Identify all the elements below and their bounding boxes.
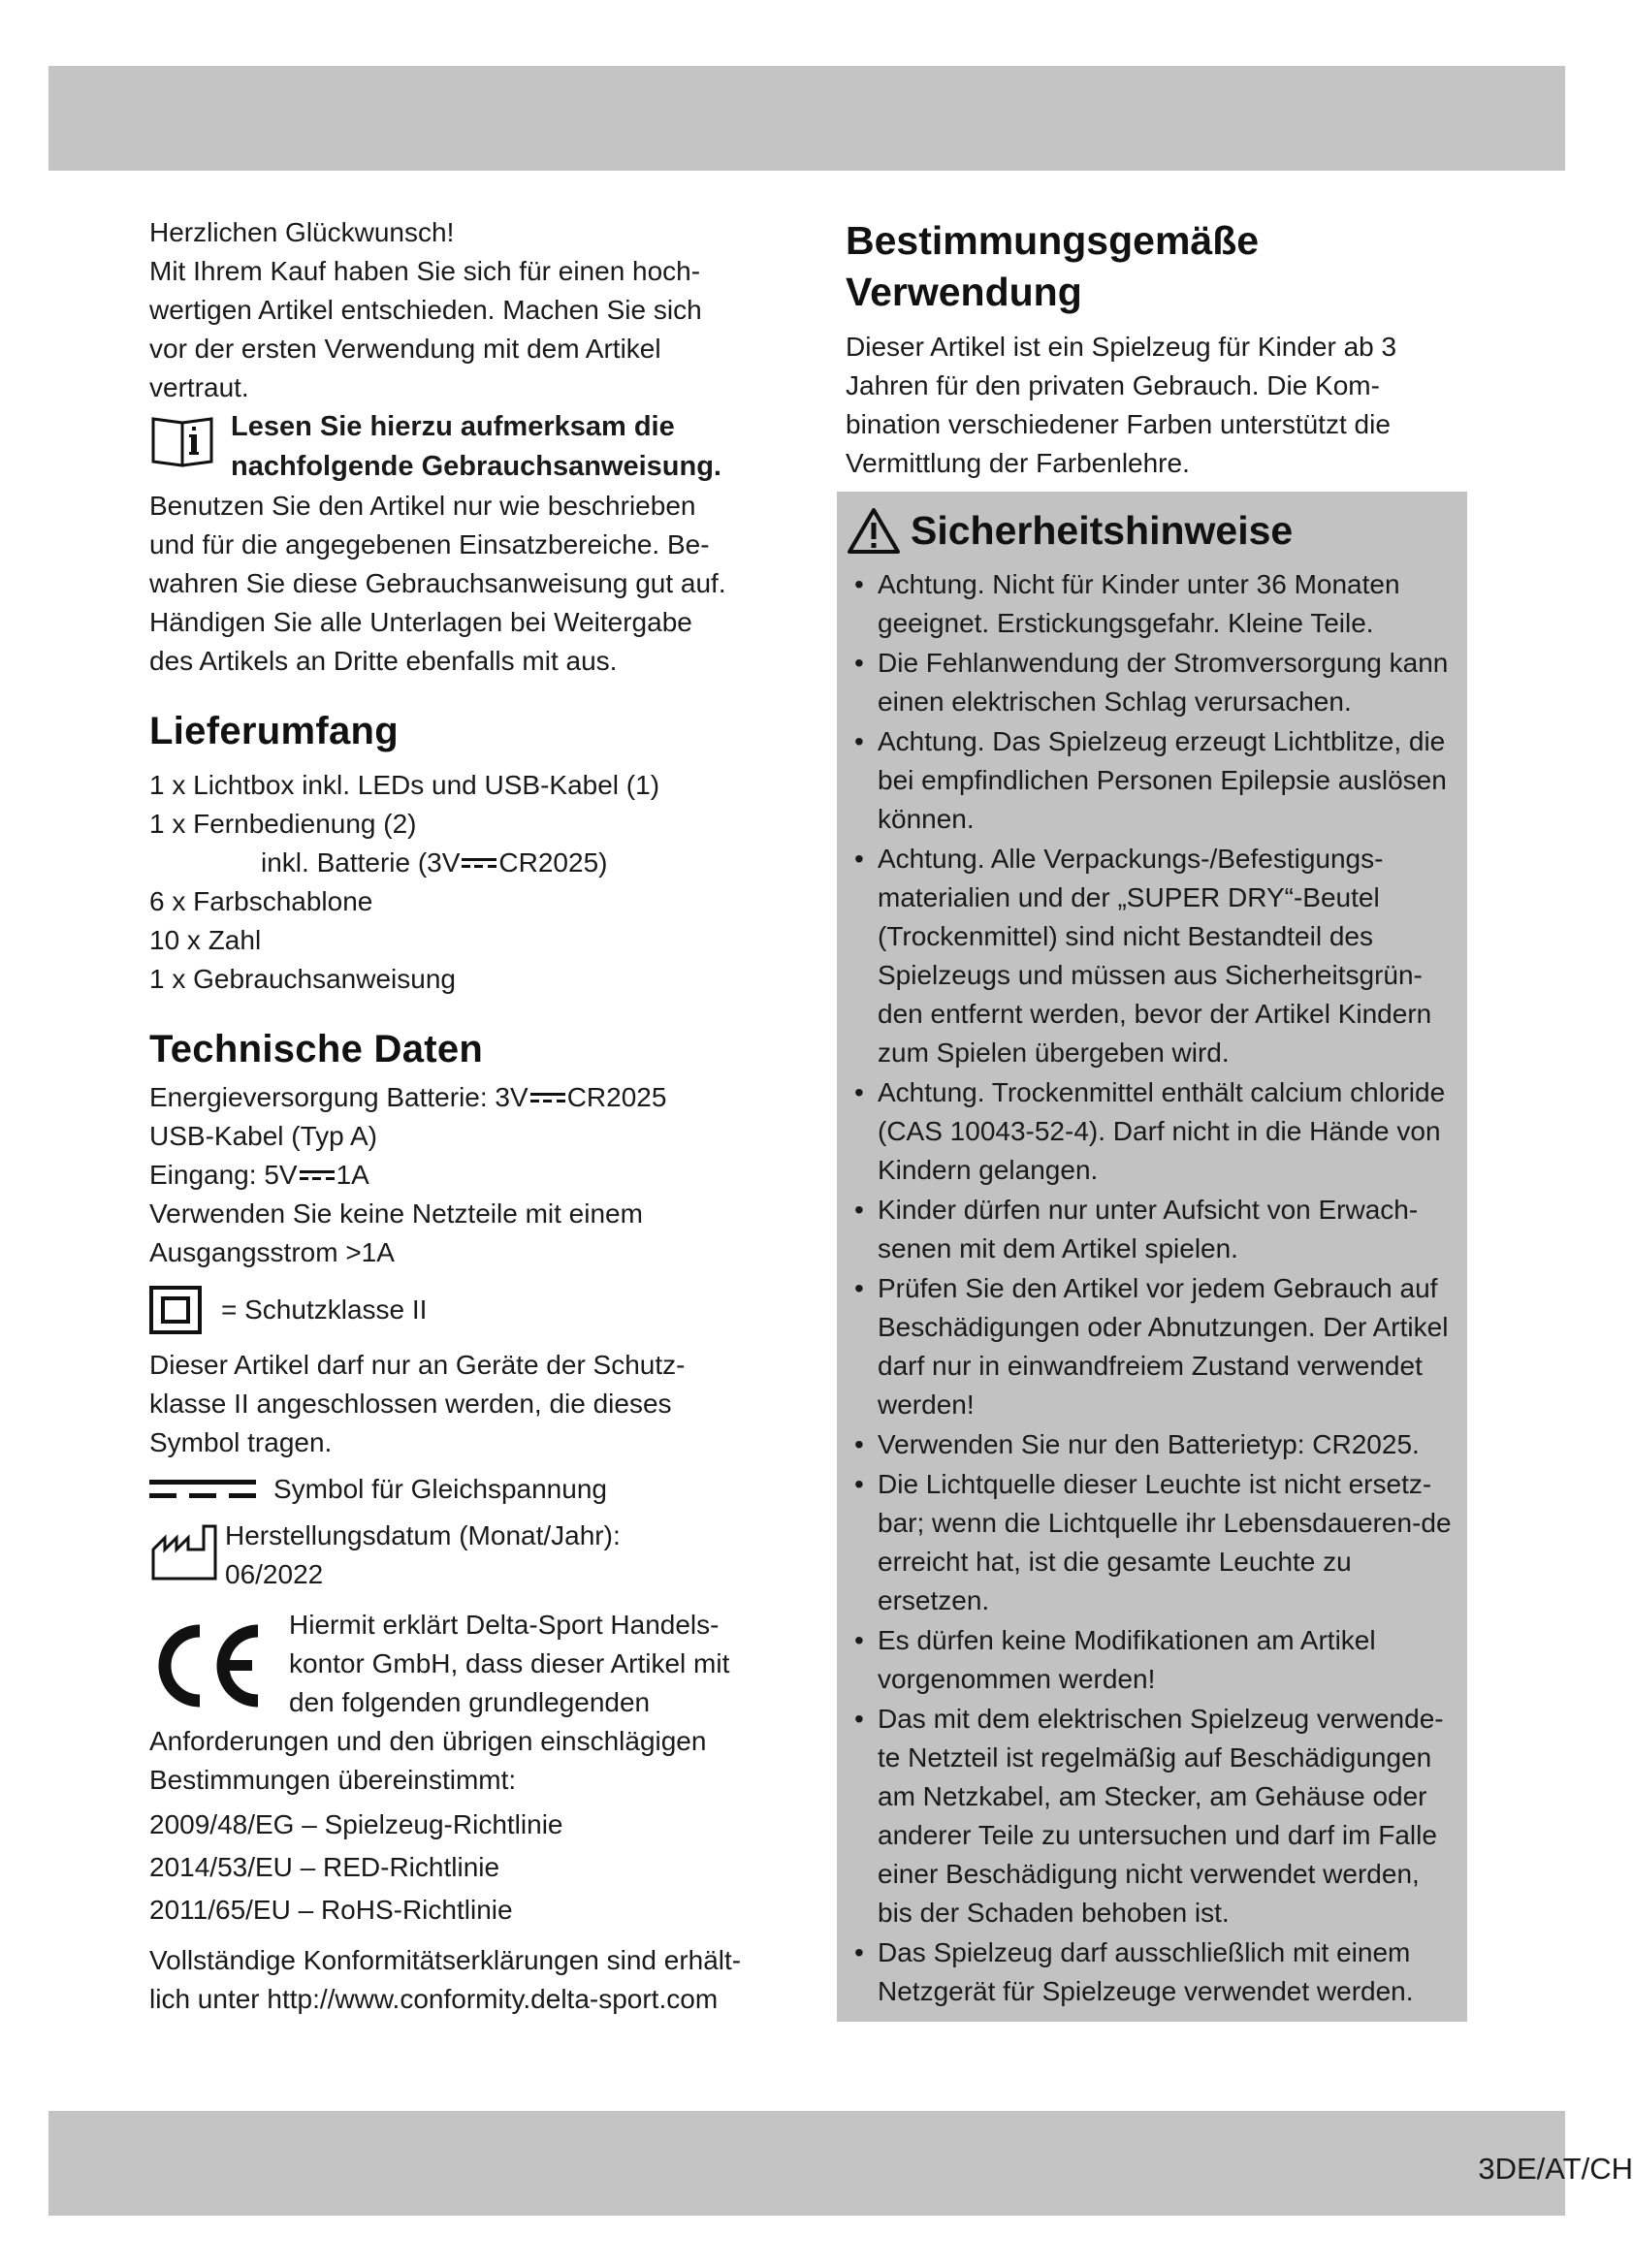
protection-class-row: = Schutzklasse II <box>149 1286 770 1334</box>
list-item: • Achtung. Nicht für Kinder unter 36 Monaten geeignet. Erstickungsgefahr. Kleine Teile. <box>847 565 1461 643</box>
list-item: • Achtung. Trockenmittel enthält calcium chloride (CAS 10043-52-4). Darf nicht in die Hände von Kindern gelangen. <box>847 1073 1461 1190</box>
page-number: 3DE/AT/CH <box>1478 2152 1633 2186</box>
usb-line: USB-Kabel (Typ A) <box>149 1121 377 1151</box>
directive-list <box>149 1804 770 1932</box>
list-item: 1 x Lichtbox inkl. LEDs und USB-Kabel (1) <box>149 770 660 800</box>
list-item: • Achtung. Alle Verpackungs-/Befestigungs-materialien und der „SUPER DRY“-Beutel (Trockenmittel) sind nicht Bestandteil des Spielzeugs und müssen aus Sicherheitsgrün-den entfernt werden, bevor der Artikel Kindern zum Spielen übergeben wird. <box>847 840 1461 1072</box>
intro-greeting: Herzlichen Glückwunsch! <box>149 217 455 247</box>
delivery-list <box>149 766 770 999</box>
list-item: • Verwenden Sie nur den Batterietyp: CR2025. <box>847 1425 1461 1464</box>
list-item: 1 x Gebrauchsanweisung <box>149 964 456 994</box>
intended-use-paragraph: Dieser Artikel ist ein Spielzeug für Kinder ab 3 Jahren für den privaten Gebrauch. Die Kom- bination verschiedener Farben unterstützt die Vermittlung der Farbenlehre. <box>846 332 1397 478</box>
safety-list <box>847 565 1461 2011</box>
safety-header <box>847 505 1461 556</box>
conformity-footer: Vollständige Konformitätserklärungen sind erhält- lich unter http://www.conformity.delta-sport.com <box>149 1945 742 2014</box>
header-band <box>48 66 1565 171</box>
left-column <box>149 213 770 2019</box>
safety-box <box>837 492 1467 2022</box>
intended-use-heading-1: Bestimmungsgemäße <box>846 218 1260 263</box>
conformity-paragraph: Anforderungen und den übrigen einschlägigen Bestimmungen übereinstimmt: <box>149 1726 707 1795</box>
warning-icon <box>847 506 901 555</box>
note-line-2: nachfolgende Gebrauchsanweisung. <box>231 451 721 482</box>
ce-mark-icon <box>149 1621 264 1710</box>
safety-heading: Sicherheitshinweise <box>911 508 1294 553</box>
list-item: • Achtung. Das Spielzeug erzeugt Lichtblitze, die bei empfindlichen Personen Epilepsie auslösen können. <box>847 722 1461 839</box>
dc-symbol-row: Symbol für Gleichspannung <box>149 1470 770 1509</box>
power-line: Energieversorgung Batterie: 3V CR2025 <box>149 1082 667 1112</box>
list-item: 6 x Farbschablone <box>149 886 373 916</box>
list-item: • Es dürfen keine Modifikationen am Artikel vorgenommen werden! <box>847 1621 1461 1699</box>
list-item: • Das Spielzeug darf ausschließlich mit einem Netzgerät für Spielzeuge verwendet werden. <box>847 1933 1461 2011</box>
delivery-heading: Lieferumfang <box>149 710 399 752</box>
list-item: • Die Fehlanwendung der Stromversorgung kann einen elektrischen Schlag verursachen. <box>847 644 1461 721</box>
dc-symbol-icon <box>530 1091 565 1104</box>
note-line-1: Lesen Sie hierzu aufmerksam die <box>231 411 675 442</box>
manufacture-date: 06/2022 <box>225 1559 324 1589</box>
tech-heading: Technische Daten <box>149 1028 484 1070</box>
list-item: • Kinder dürfen nur unter Aufsicht von Erwach-senen mit dem Artikel spielen. <box>847 1191 1461 1268</box>
manufacture-date-row: Herstellungsdatum (Monat/Jahr): 06/2022 <box>149 1517 770 1594</box>
intro-paragraph: Mit Ihrem Kauf haben Sie sich für einen hoch- wertigen Artikel entschieden. Machen Sie sich vor der ersten Verwendung mit dem Artikel vertraut. <box>149 256 702 402</box>
list-item: 1 x Fernbedienung (2) <box>149 809 417 839</box>
footer-band <box>48 2111 1633 2216</box>
list-item: inkl. Batterie (3V CR2025) <box>261 847 608 878</box>
read-instructions-note <box>149 407 770 487</box>
list-item: • Das mit dem elektrischen Spielzeug verwende-te Netzteil ist regelmäßig auf Beschädigungen am Netzkabel, am Stecker, am Gehäuse oder anderer Teile zu untersuchen und darf im Falle einer Beschädigung nicht verwendet werden, bis der Schaden behoben ist. <box>847 1700 1461 1933</box>
tech-data: Energieversorgung Batterie: 3V CR2025 USB-Kabel (Typ A) Eingang: 5V 1A Verwenden Sie keine Netzteile mit einem Ausgangsstrom >1A <box>149 1078 770 1272</box>
protection-paragraph: Dieser Artikel darf nur an Geräte der Schutz- klasse II angeschlossen werden, die dieses Symbol tragen. <box>149 1350 686 1457</box>
intended-use-heading-2: Verwendung <box>846 270 1082 314</box>
list-item: 10 x Zahl <box>149 925 262 955</box>
dc-symbol-icon <box>462 856 496 870</box>
dc-symbol-icon <box>300 1168 335 1182</box>
list-item: • Prüfen Sie den Artikel vor jedem Gebrauch auf Beschädigungen oder Abnutzungen. Der Artikel darf nur in einwandfreiem Zustand verwendet werden! <box>847 1269 1461 1424</box>
ce-row: Hiermit erklärt Delta-Sport Handels- kontor GmbH, dass dieser Artikel mit den folgenden grundlegenden <box>149 1606 770 1722</box>
right-column <box>846 215 1476 483</box>
usage-paragraph: Benutzen Sie den Artikel nur wie beschrieben und für die angegebenen Einsatzbereiche. Be- wahren Sie diese Gebrauchsanweisung gut auf. Händigen Sie alle Unterlagen bei Weitergabe des Artikels an Dritte ebenfalls mit aus. <box>149 491 726 676</box>
input-line: Eingang: 5V 1A <box>149 1160 369 1190</box>
protection-class-icon <box>149 1286 202 1334</box>
list-item: 2011/65/EU – RoHS-Richtlinie <box>149 1895 513 1925</box>
dc-symbol-large-icon <box>149 1476 256 1503</box>
factory-icon <box>149 1522 219 1582</box>
list-item: 2014/53/EU – RED-Richtlinie <box>149 1852 500 1882</box>
book-info-icon <box>149 411 219 469</box>
list-item: • Die Lichtquelle dieser Leuchte ist nicht ersetz-bar; wenn die Lichtquelle ihr Lebensdaueren-de erreicht hat, ist die gesamte Leuchte zu ersetzen. <box>847 1465 1461 1620</box>
list-item: 2009/48/EG – Spielzeug-Richtlinie <box>149 1809 563 1839</box>
